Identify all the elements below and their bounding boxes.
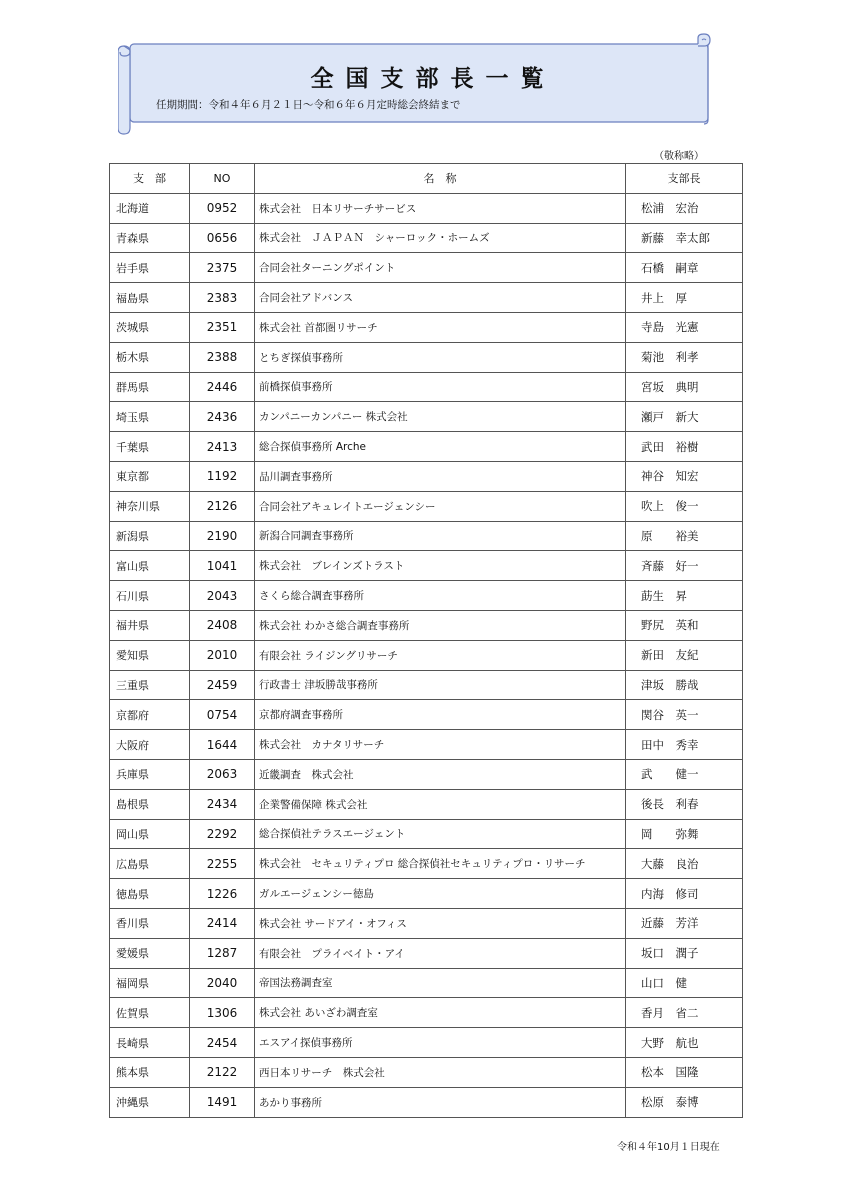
no-cell: 2190 [190,521,255,551]
branch-heads-table [109,163,743,1118]
no-cell: 2255 [190,849,255,879]
no-cell: 2292 [190,819,255,849]
branch-cell: 富山県 [110,551,190,581]
branch-cell: 沖縄県 [110,1087,190,1117]
name-cell: 株式会社 カナタリサーチ [255,730,626,760]
page-title: 全国支部長一覧 [310,66,556,92]
table-row [110,342,743,372]
head-cell: 吹上 俊一 [626,491,743,521]
no-cell: 2383 [190,283,255,313]
name-cell: 合同会社アキュレイトエージェンシー [255,491,626,521]
column-header-branch: 支 部 [110,164,190,194]
table-row [110,849,743,879]
name-cell: 企業警備保障 株式会社 [255,789,626,819]
head-cell: 山口 健 [626,968,743,998]
name-cell: 総合探偵社テラスエージェント [255,819,626,849]
no-cell: 2413 [190,432,255,462]
table-header-row [110,164,743,194]
name-cell: とちぎ探偵事務所 [255,342,626,372]
branch-cell: 新潟県 [110,521,190,551]
title-banner [118,32,718,136]
head-cell: 松本 国隆 [626,1057,743,1087]
no-cell: 2126 [190,491,255,521]
head-cell: 菊池 利孝 [626,342,743,372]
table-row [110,1057,743,1087]
head-cell: 寺島 光憲 [626,312,743,342]
head-cell: 関谷 英一 [626,700,743,730]
head-cell: 岡 弥舞 [626,819,743,849]
no-cell: 2454 [190,1028,255,1058]
table-row [110,1028,743,1058]
table-row [110,581,743,611]
no-cell: 2446 [190,372,255,402]
name-cell: 品川調査事務所 [255,461,626,491]
name-cell: 株式会社 あいざわ調査室 [255,998,626,1028]
name-cell: 行政書士 津坂勝哉事務所 [255,670,626,700]
name-cell: 有限会社 プライベイト・アイ [255,938,626,968]
no-cell: 2388 [190,342,255,372]
head-cell: 新田 友紀 [626,640,743,670]
head-cell: 田中 秀幸 [626,730,743,760]
head-cell: 野尻 英和 [626,610,743,640]
table-row [110,908,743,938]
no-cell: 2043 [190,581,255,611]
table-row [110,551,743,581]
honorific-note: （敬称略） [654,151,704,162]
branch-cell: 兵庫県 [110,759,190,789]
head-cell: 坂口 潤子 [626,938,743,968]
branch-cell: 福島県 [110,283,190,313]
no-cell: 0754 [190,700,255,730]
name-cell: 総合探偵事務所 Arche [255,432,626,462]
name-cell: エスアイ探偵事務所 [255,1028,626,1058]
name-cell: カンパニーカンパニー 株式会社 [255,402,626,432]
table-body [110,193,743,1117]
table-row [110,670,743,700]
head-cell: 後長 利春 [626,789,743,819]
no-cell: 0656 [190,223,255,253]
no-cell: 2459 [190,670,255,700]
branch-cell: 佐賀県 [110,998,190,1028]
name-cell: 京都府調査事務所 [255,700,626,730]
branch-cell: 京都府 [110,700,190,730]
name-cell: さくら総合調査事務所 [255,581,626,611]
head-cell: 石橋 嗣章 [626,253,743,283]
table-row [110,640,743,670]
name-cell: ガルエージェンシー徳島 [255,879,626,909]
branch-cell: 三重県 [110,670,190,700]
name-cell: 株式会社 首都圏リサーチ [255,312,626,342]
no-cell: 2434 [190,789,255,819]
table-row [110,312,743,342]
column-header-head: 支部長 [626,164,743,194]
table-row [110,402,743,432]
name-cell: 有限会社 ライジングリサーチ [255,640,626,670]
branch-cell: 島根県 [110,789,190,819]
table-row [110,789,743,819]
branch-cell: 群馬県 [110,372,190,402]
no-cell: 2351 [190,312,255,342]
branch-cell: 大阪府 [110,730,190,760]
name-cell: 西日本リサーチ 株式会社 [255,1057,626,1087]
head-cell: 松浦 宏治 [626,193,743,223]
head-cell: 内海 修司 [626,879,743,909]
no-cell: 2040 [190,968,255,998]
head-cell: 宮坂 典明 [626,372,743,402]
branch-cell: 東京都 [110,461,190,491]
name-cell: 近畿調査 株式会社 [255,759,626,789]
no-cell: 1644 [190,730,255,760]
name-cell: 新潟合同調査事務所 [255,521,626,551]
name-cell: 株式会社 セキュリティプロ 総合探偵社セキュリティプロ・リサーチ [255,849,626,879]
table-row [110,432,743,462]
table-row [110,938,743,968]
name-cell: 株式会社 ブレインズトラスト [255,551,626,581]
no-cell: 1306 [190,998,255,1028]
table-row [110,253,743,283]
name-cell: 株式会社 わかさ総合調査事務所 [255,610,626,640]
table-row [110,521,743,551]
head-cell: 原 裕美 [626,521,743,551]
table-row [110,610,743,640]
branch-cell: 香川県 [110,908,190,938]
branch-cell: 千葉県 [110,432,190,462]
no-cell: 1226 [190,879,255,909]
head-cell: 井上 厚 [626,283,743,313]
table-row [110,998,743,1028]
table-row [110,879,743,909]
branch-cell: 岡山県 [110,819,190,849]
head-cell: 香月 省二 [626,998,743,1028]
no-cell: 1192 [190,461,255,491]
table-row [110,759,743,789]
head-cell: 新藤 幸太郎 [626,223,743,253]
head-cell: 大野 航也 [626,1028,743,1058]
head-cell: 瀬戸 新大 [626,402,743,432]
head-cell: 武 健一 [626,759,743,789]
branch-cell: 石川県 [110,581,190,611]
branch-cell: 福井県 [110,610,190,640]
head-cell: 松原 泰博 [626,1087,743,1117]
branch-cell: 熊本県 [110,1057,190,1087]
term-period: 任期期間：令和４年６月２１日～令和６年６月定時総会終結まで [156,99,461,111]
name-cell: 株式会社 サードアイ・オフィス [255,908,626,938]
table-row [110,968,743,998]
name-cell: 帝国法務調査室 [255,968,626,998]
head-cell: 近藤 芳洋 [626,908,743,938]
table-row [110,193,743,223]
table-row [110,819,743,849]
branch-cell: 北海道 [110,193,190,223]
head-cell: 莇生 昇 [626,581,743,611]
table-row [110,223,743,253]
no-cell: 1491 [190,1087,255,1117]
branch-cell: 福岡県 [110,968,190,998]
branch-cell: 広島県 [110,849,190,879]
name-cell: 株式会社 日本リサーチサービス [255,193,626,223]
head-cell: 神谷 知宏 [626,461,743,491]
table-row [110,730,743,760]
name-cell: 合同会社ターニングポイント [255,253,626,283]
column-header-no: NO [190,164,255,194]
branch-cell: 愛知県 [110,640,190,670]
name-cell: 合同会社アドバンス [255,283,626,313]
table-row [110,372,743,402]
branch-cell: 埼玉県 [110,402,190,432]
table-row [110,491,743,521]
as-of-date: 令和４年10月１日現在 [617,1142,720,1153]
no-cell: 2408 [190,610,255,640]
branch-cell: 岩手県 [110,253,190,283]
head-cell: 津坂 勝哉 [626,670,743,700]
branch-cell: 栃木県 [110,342,190,372]
table-row [110,461,743,491]
head-cell: 武田 裕樹 [626,432,743,462]
no-cell: 1287 [190,938,255,968]
table-row [110,1087,743,1117]
name-cell: 前橋探偵事務所 [255,372,626,402]
branch-cell: 徳島県 [110,879,190,909]
no-cell: 1041 [190,551,255,581]
table-row [110,283,743,313]
branch-cell: 長崎県 [110,1028,190,1058]
no-cell: 2010 [190,640,255,670]
no-cell: 2414 [190,908,255,938]
branch-cell: 神奈川県 [110,491,190,521]
name-cell: 株式会社 ＪＡＰＡＮ シャーロック・ホームズ [255,223,626,253]
branch-cell: 青森県 [110,223,190,253]
branch-cell: 愛媛県 [110,938,190,968]
table-row [110,700,743,730]
no-cell: 2122 [190,1057,255,1087]
branch-cell: 茨城県 [110,312,190,342]
no-cell: 2375 [190,253,255,283]
name-cell: あかり事務所 [255,1087,626,1117]
no-cell: 2063 [190,759,255,789]
no-cell: 2436 [190,402,255,432]
head-cell: 大藤 良治 [626,849,743,879]
no-cell: 0952 [190,193,255,223]
column-header-name: 名 称 [255,164,626,194]
head-cell: 斉藤 好一 [626,551,743,581]
